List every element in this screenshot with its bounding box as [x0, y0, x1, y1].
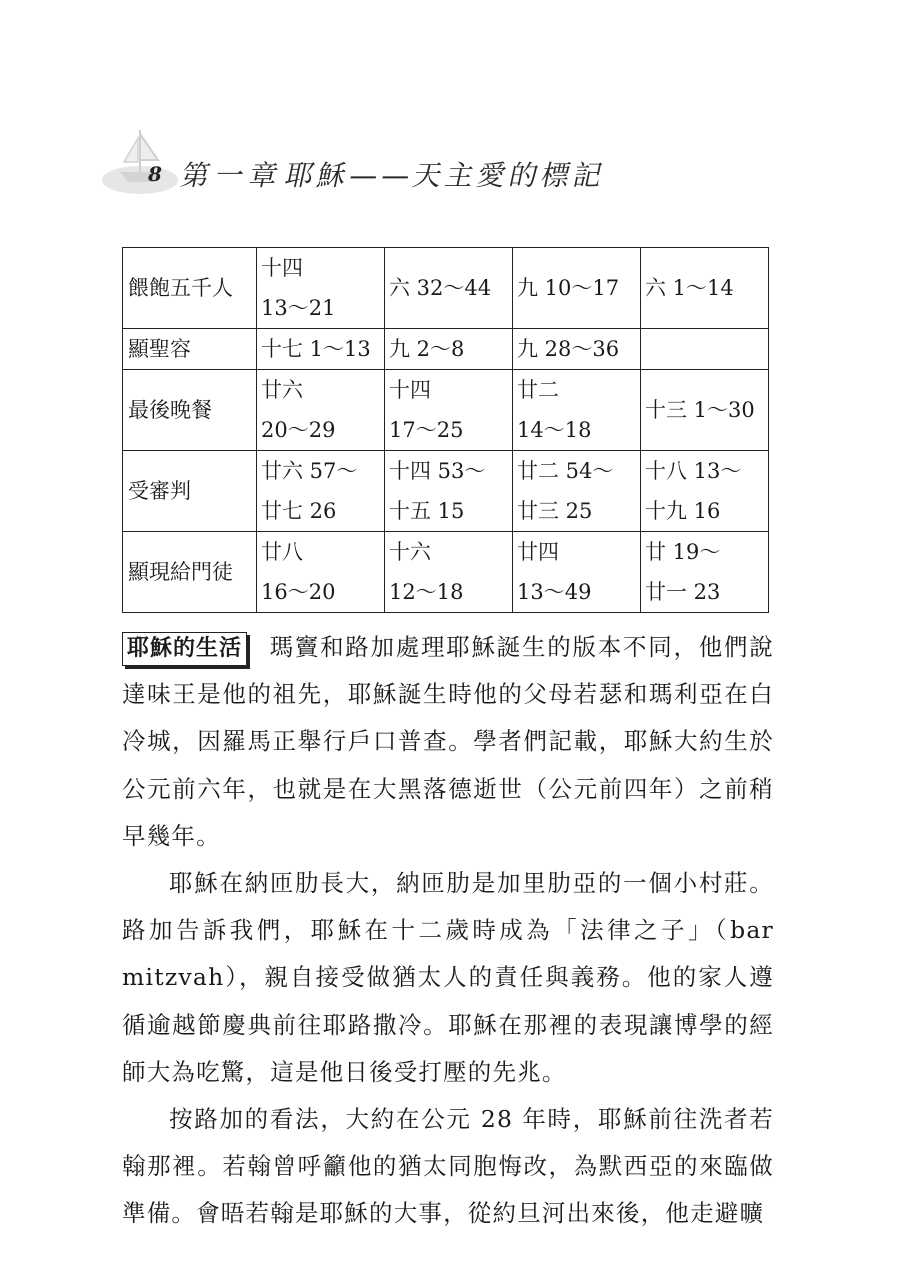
table-row [123, 532, 769, 613]
reference-line: 九 28～36 [517, 337, 620, 361]
reference-line: 16～20 [261, 580, 336, 604]
table-row [123, 451, 769, 532]
event-cell: 餵飽五千人 [123, 248, 257, 329]
reference-line: 廿二 54～ [517, 459, 614, 483]
paragraph-1 [122, 624, 774, 860]
reference-cell [641, 370, 769, 451]
reference-line: 廿六 57～ [261, 459, 358, 483]
reference-cell [513, 248, 641, 329]
chapter-title: 耶穌——天主愛的標記 [282, 159, 610, 192]
reference-line: 九 2～8 [389, 337, 465, 361]
reference-line: 13～21 [261, 296, 336, 320]
reference-line: 廿七 26 [261, 499, 337, 523]
reference-cell [513, 451, 641, 532]
paragraph-2: 耶穌在納匝肋長大，納匝肋是加里肋亞的一個小村莊。路加告訴我們，耶穌在十二歲時成為「法律之子」（bar mitzvah），親自接受做猶太人的責任與義務。他的家人遵循逾越節慶典前往耶路撒冷。耶穌在那裡的表現讓博學的經師大為吃驚，這是他日後受打壓的先兆。 [122, 869, 774, 1086]
paragraph-1-text: 瑪竇和路加處理耶穌誕生的版本不同，他們說達味王是他的祖先，耶穌誕生時他的父母若瑟和瑪利亞在白冷城，因羅馬正舉行戶口普查。學者們記載，耶穌大約生於公元前六年，也就是在大黑落德逝世（公元前四年）之前稍早幾年。 [122, 633, 774, 850]
reference-cell [641, 451, 769, 532]
reference-cell [641, 248, 769, 329]
reference-line: 廿八 [261, 540, 303, 564]
reference-line: 十三 1～30 [645, 398, 755, 422]
reference-line: 14～18 [517, 418, 592, 442]
paragraph-3: 按路加的看法，大約在公元 28 年時，耶穌前往洗者若翰那裡。若翰曾呼籲他的猶太同胞悔改，為默西亞的來臨做準備。會晤若翰是耶穌的大事，從約旦河出來後，他走避曠 [122, 1105, 774, 1228]
reference-line: 12～18 [389, 580, 464, 604]
reference-cell [385, 451, 513, 532]
chapter-label: 第一章 [178, 159, 288, 192]
reference-line: 六 32～44 [389, 276, 492, 300]
reference-line: 廿二 [517, 378, 559, 402]
reference-line: 十九 16 [645, 499, 721, 523]
reference-line: 九 10～17 [517, 276, 620, 300]
reference-cell [385, 329, 513, 370]
event-cell: 最後晚餐 [123, 370, 257, 451]
reference-line: 十六 [389, 540, 431, 564]
reference-cell [641, 329, 769, 370]
section-tag: 耶穌的生活 [122, 632, 247, 666]
reference-cell [641, 532, 769, 613]
ship-emblem-icon [100, 110, 190, 205]
reference-line: 廿三 25 [517, 499, 593, 523]
event-cell: 受審判 [123, 451, 257, 532]
table-row [123, 329, 769, 370]
reference-cell [385, 532, 513, 613]
reference-line: 十七 1～13 [261, 337, 371, 361]
running-header [100, 110, 620, 210]
reference-line: 十四 53～ [389, 459, 486, 483]
reference-line: 廿六 [261, 378, 303, 402]
reference-cell [513, 329, 641, 370]
gospel-reference-table [122, 247, 769, 613]
reference-cell [385, 248, 513, 329]
reference-line: 十四 [389, 378, 431, 402]
reference-line: 13～49 [517, 580, 592, 604]
reference-line: 十四 [261, 256, 303, 280]
reference-line: 六 1～14 [645, 276, 734, 300]
reference-cell [257, 370, 385, 451]
page-number: 8 [148, 162, 162, 186]
reference-cell [257, 329, 385, 370]
reference-cell [257, 248, 385, 329]
reference-line: 十五 15 [389, 499, 465, 523]
reference-line: 20～29 [261, 418, 336, 442]
reference-cell [513, 370, 641, 451]
reference-line: 十八 13～ [645, 459, 742, 483]
reference-line: 廿 19～ [645, 540, 721, 564]
reference-line: 廿四 [517, 540, 559, 564]
reference-line: 廿一 23 [645, 580, 721, 604]
body-text [122, 624, 774, 1238]
reference-cell [385, 370, 513, 451]
event-cell: 顯現給門徒 [123, 532, 257, 613]
reference-line: 17～25 [389, 418, 464, 442]
reference-cell [513, 532, 641, 613]
reference-cell [257, 451, 385, 532]
table-row [123, 248, 769, 329]
event-cell: 顯聖容 [123, 329, 257, 370]
reference-cell [257, 532, 385, 613]
table-row [123, 370, 769, 451]
